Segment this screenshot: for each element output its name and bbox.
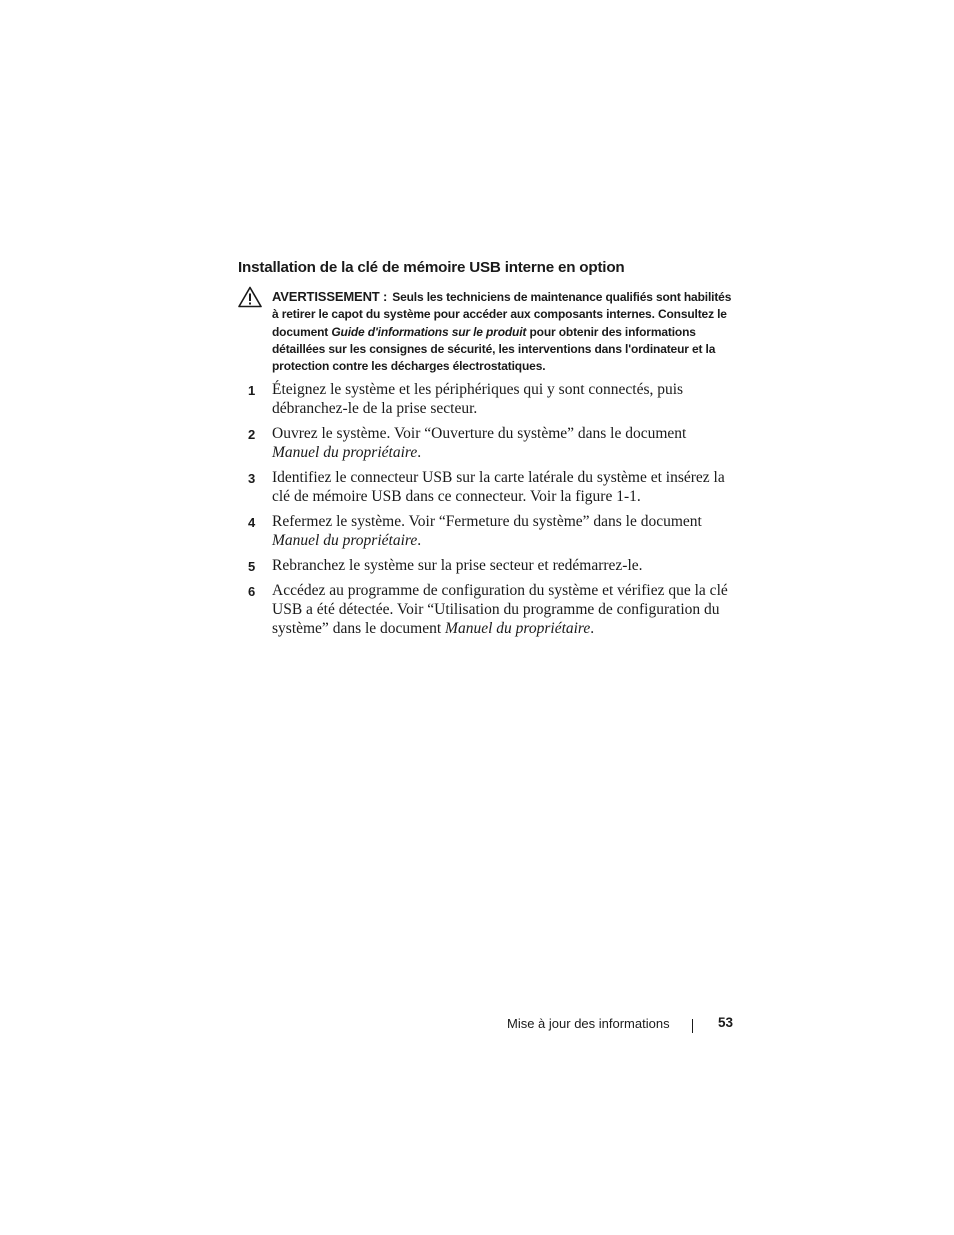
step-number: 2 — [248, 427, 256, 442]
step-body-end: . — [417, 532, 422, 549]
warning-body-part1: Seuls les techniciens de maintenance qualifiés sont habilités à retirer le capot du système pour accéder aux composants internes. Consultez le document — [272, 290, 732, 339]
step-text — [272, 424, 734, 462]
step-number: 4 — [248, 515, 256, 530]
warning-doc-title: Guide d'informations sur le produit — [331, 324, 527, 339]
warning-body-part2: pour obtenir des informations détaillées sur les consignes de sécurité, les interventions dans l'ordinateur et la protection contre les décharges électrostatiques. — [272, 324, 716, 374]
step-body: Refermez le système. Voir “Fermeture du système” dans le document — [272, 513, 702, 530]
warning-triangle-icon — [238, 286, 262, 308]
warning-text — [272, 288, 732, 375]
warning-label: AVERTISSEMENT : — [272, 289, 388, 304]
step-doc-title: Manuel du propriétaire — [445, 620, 591, 637]
page-number: 53 — [718, 1015, 734, 1030]
step-3 — [248, 468, 748, 506]
section-heading: Installation de la clé de mémoire USB interne en option — [238, 259, 625, 276]
step-2 — [248, 424, 748, 462]
step-doc-title: Manuel du propriétaire — [272, 444, 418, 461]
step-body-end: . — [590, 620, 595, 637]
step-body: Ouvrez le système. Voir “Ouverture du système” dans le document — [272, 425, 687, 442]
step-number: 6 — [248, 584, 256, 599]
procedure-steps — [248, 380, 748, 644]
step-text — [272, 380, 734, 418]
step-body: Accédez au programme de configuration du système et vérifiez que la clé USB a été détectée. Voir “Utilisation du programme de configuration du système” dans le document — [272, 582, 728, 637]
step-1 — [248, 380, 748, 418]
step-4 — [248, 512, 748, 550]
step-body: Éteignez le système et les périphériques qui y sont connectés, puis débranchez-le de la prise secteur. — [272, 381, 684, 417]
footer-divider — [692, 1019, 693, 1033]
step-number: 3 — [248, 471, 256, 486]
step-body-end: . — [417, 444, 422, 461]
step-text — [272, 468, 734, 506]
step-text — [272, 556, 734, 575]
step-doc-title: Manuel du propriétaire — [272, 532, 418, 549]
footer-section-title: Mise à jour des informations — [507, 1016, 670, 1031]
step-5 — [248, 556, 748, 575]
step-text — [272, 581, 734, 638]
step-number: 1 — [248, 383, 256, 398]
step-body: Identifiez le connecteur USB sur la carte latérale du système et insérez la clé de mémoire USB dans ce connecteur. Voir la figure 1-1. — [272, 469, 725, 505]
step-number: 5 — [248, 559, 256, 574]
step-text — [272, 512, 734, 550]
step-body: Rebranchez le système sur la prise secteur et redémarrez-le. — [272, 557, 643, 574]
step-6 — [248, 581, 748, 638]
